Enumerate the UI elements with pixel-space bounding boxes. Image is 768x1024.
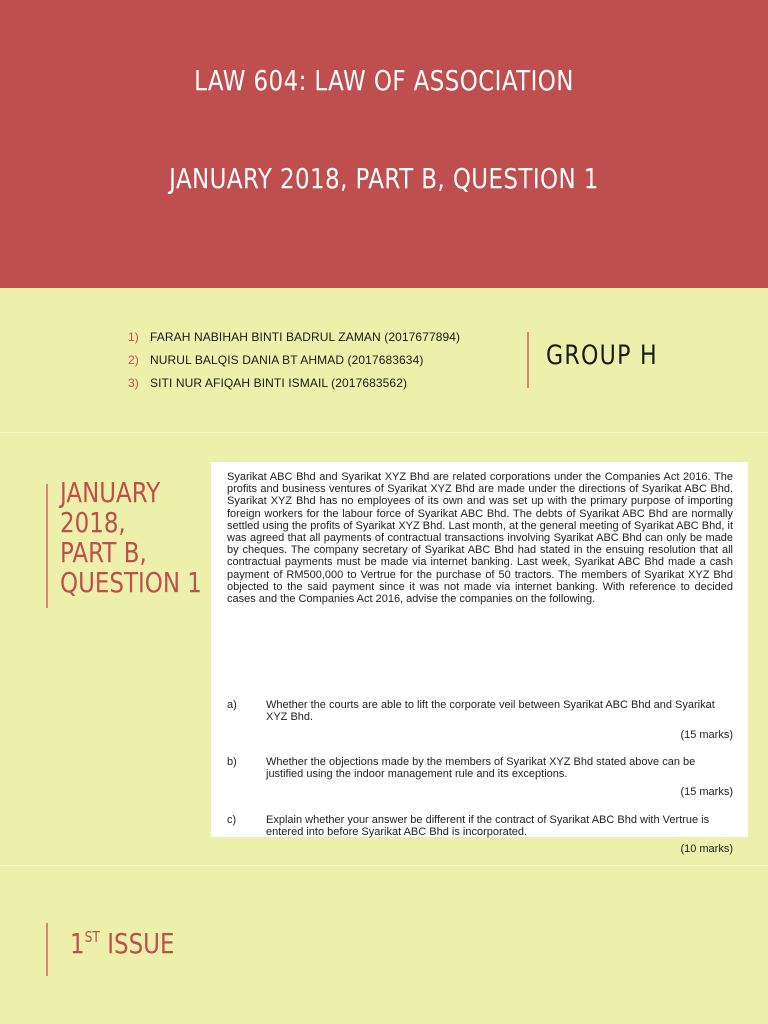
sub-question-text: Whether the courts are able to lift the corporate veil between Syarikat ABC Bhd and Syarikat XYZ Bhd. (266, 699, 715, 724)
group-label: GROUP H (546, 340, 658, 371)
member-item (128, 372, 460, 395)
member-item (128, 326, 460, 349)
sub-question-text: Whether the objections made by the members of Syarikat XYZ Bhd stated above can be justified using the indoor management rule and its exceptions. (266, 756, 696, 781)
member-list (128, 326, 460, 395)
question-subtitle: JANUARY 2018, PART B, QUESTION 1 (169, 162, 599, 195)
sub-question-label: c) (227, 814, 237, 826)
member-name: SITI NUR AFIQAH BINTI ISMAIL (2017683562) (150, 376, 408, 390)
members-slide (0, 288, 768, 433)
question-paragraph: Syarikat ABC Bhd and Syarikat XYZ Bhd are related corporations under the Companies Act 2016. The profits and business ventures of Syarikat XYZ Bhd are made under the directions of Syarikat ABC Bhd. Syarikat XYZ Bhd has no employees of its own and was set up with the primary purpose of importing foreign workers for the labour force of Syarikat ABC Bhd. The debts of Syarikat ABC Bhd are normally settled using the profits of Syarikat XYZ Bhd. Last month, at the general meeting of Syarikat ABC Bhd, it was agreed that all payments of contractual transactions involving Syarikat ABC Bhd can only be made by cheques. The company secretary of Syarikat ABC Bhd had stated in the ensuing resolution that all contractual payments must be made via internet banking. Last week, Syarikat ABC Bhd made a cash payment of RM500,000 to Vertrue for the purchase of 50 tractors. The members of Syarikat XYZ Bhd objected to the said payment since it was not made via internet banking. With reference to decided cases and the Companies Act 2016, advise the companies on the following. (227, 471, 733, 606)
heading-line: PART B, (60, 536, 147, 569)
heading-line: 2018, (60, 506, 126, 539)
member-name: NURUL BALQIS DANIA BT AHMAD (2017683634) (150, 353, 424, 367)
issue-number: 1 (70, 927, 85, 960)
title-slide (0, 0, 768, 288)
sub-question-marks: (15 marks) (680, 729, 733, 741)
exam-question-image (211, 462, 748, 855)
sub-question-marks: (15 marks) (680, 786, 733, 798)
issue-label: ISSUE (107, 927, 175, 960)
issue-ordinal-suffix: ST (84, 928, 100, 946)
sub-question-text: Explain whether your answer be different if the contract of Syarikat ABC Bhd with Vertrue is entered into before Syarikat ABC Bhd is incorporated. (266, 814, 710, 839)
member-number: 3) (128, 376, 139, 390)
sub-question-label: a) (227, 699, 237, 711)
member-item (128, 349, 460, 372)
divider-bar (46, 923, 48, 976)
member-name: FARAH NABIHAH BINTI BADRUL ZAMAN (2017677894) (150, 330, 461, 344)
heading-line: QUESTION 1 (60, 566, 202, 599)
question-slide (0, 434, 768, 866)
course-title: LAW 604: LAW OF ASSOCIATION (194, 64, 574, 97)
issue-heading (70, 927, 174, 960)
member-number: 1) (128, 330, 139, 344)
issue-slide (0, 867, 768, 1024)
divider-bar (46, 484, 48, 608)
heading-line: JANUARY (60, 476, 161, 509)
question-heading (60, 478, 202, 598)
member-number: 2) (128, 353, 139, 367)
divider-bar (527, 332, 529, 388)
sub-question-label: b) (227, 756, 237, 768)
sub-question-marks: (10 marks) (680, 843, 733, 855)
